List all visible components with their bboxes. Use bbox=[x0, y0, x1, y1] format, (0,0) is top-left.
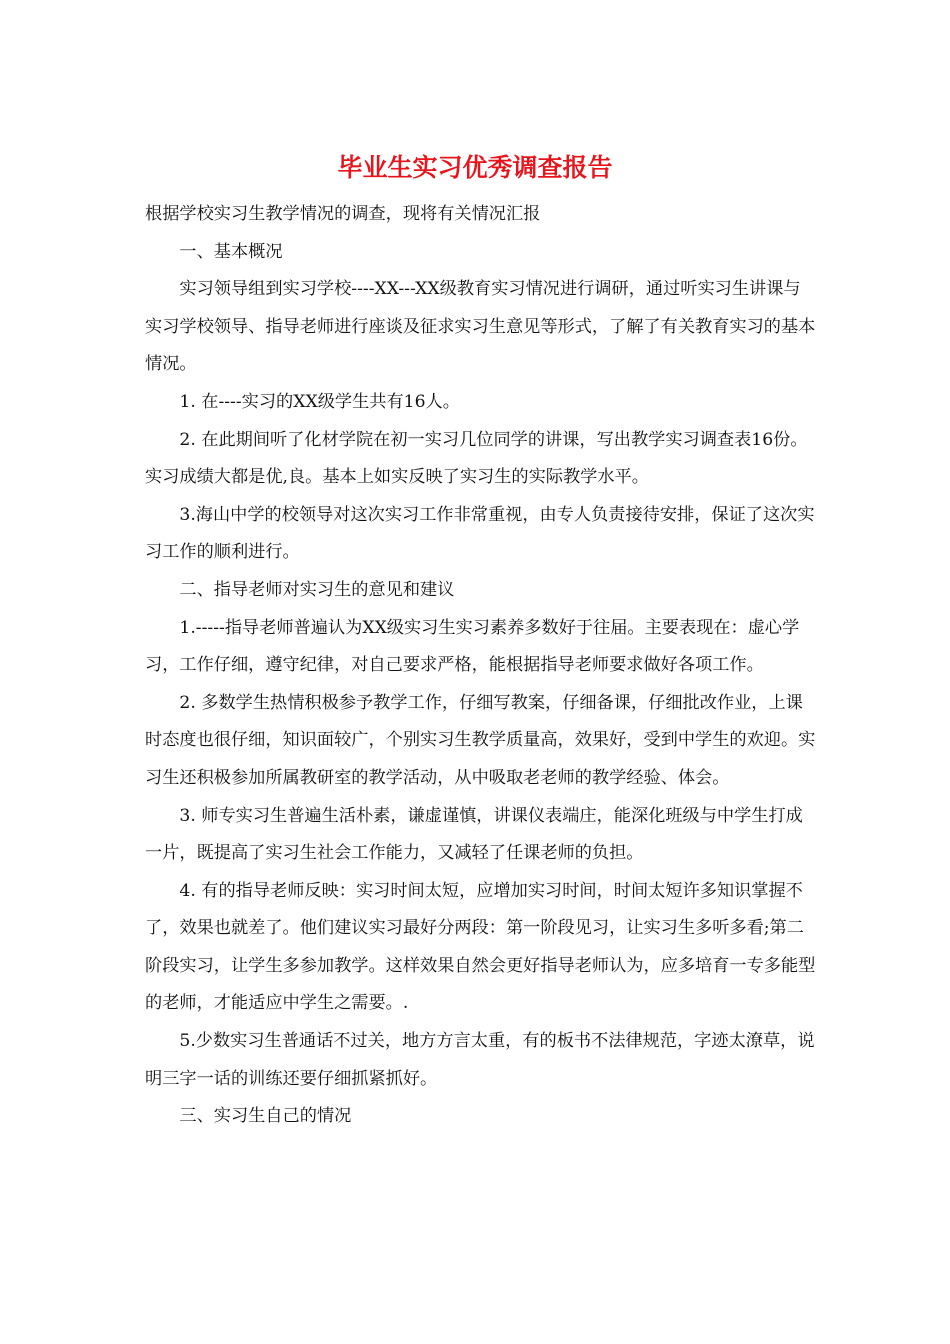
list-item: 1. 在----实习的XX级学生共有16人。 bbox=[179, 391, 460, 412]
list-item: 1.-----指导老师普遍认为XX级实习生实习素养多数好于往届。主要表现在：虚心学习，工作仔细，遵守纪律，对自己要求严格，能根据指导老师要求做好各项工作。 bbox=[145, 617, 800, 676]
list-item: 2. 在此期间听了化材学院在初一实习几位同学的讲课，写出教学实习调查表16份。 实习成绩大都是优,良。基本上如实反映了实习生的实际教学水平。 bbox=[145, 429, 808, 488]
list-item: 4. 有的指导老师反映：实习时间太短，应增加实习时间，时间太短许多知识掌握不了，效果也就差了。他们建议实习最好分两段：第一阶段见习，让实习生多听多看;第二阶段实习，让学生多参加教学。这样效果自然会更好指导老师认为，应多培育一专多能型的老师，才能适应中学生之需要。. bbox=[145, 880, 816, 1014]
document-title: 毕业生实习优秀调查报告 bbox=[337, 153, 613, 182]
list-item: 5.少数实习生普通话不过关，地方方言太重，有的板书不法律规范，字迹太潦草，说明三字一话的训练还要仔细抓紧抓好。 bbox=[145, 1031, 815, 1089]
section-heading-2: 二、指导老师对实习生的意见和建议 bbox=[179, 579, 455, 600]
intro-paragraph: 根据学校实习生教学情况的调查，现将有关情况汇报 bbox=[145, 204, 541, 224]
section-heading-3: 三、实习生自己的情况 bbox=[179, 1106, 352, 1127]
section-heading-1: 一、基本概况 bbox=[179, 241, 283, 262]
list-item: 2. 多数学生热情积极参予教学工作，仔细写教案，仔细备课，仔细批改作业，上课时态度也很仔细，知识面较广，个别实习生教学质量高，效果好，受到中学生的欢迎。实习生还积极参加所属教研室的教学活动，从中吸取老老师的教学经验、体会。 bbox=[145, 692, 816, 788]
list-item: 3.海山中学的校领导对这次实习工作非常重视，由专人负责接待安排，保证了这次实习工作的顺利进行。 bbox=[145, 504, 815, 563]
paragraph: 实习领导组到实习学校----XX---XX级教育实习情况进行调研，通过听实习生讲课与实习学校领导、指导老师进行座谈及征求实习生意见等形式，了解了有关教育实习的基本情况。 bbox=[145, 279, 816, 375]
list-item: 3. 师专实习生普遍生活朴素，谦虚谨慎，讲课仪表端庄，能深化班级与中学生打成一片，既提高了实习生社会工作能力，又减轻了任课老师的负担。 bbox=[145, 805, 803, 864]
document-body bbox=[145, 196, 817, 1136]
